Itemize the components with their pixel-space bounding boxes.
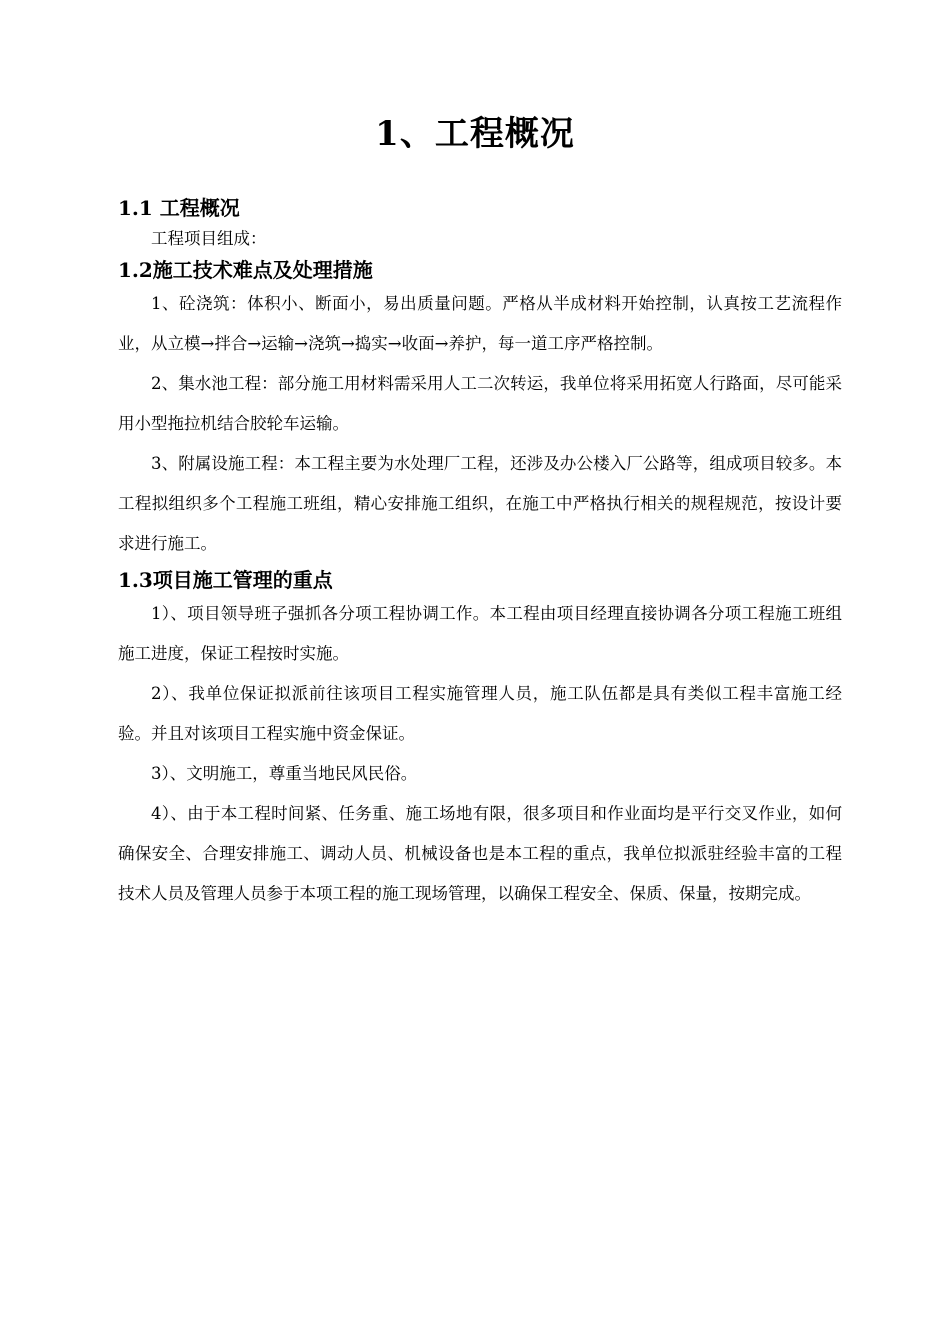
paragraph-management-point-2: 2）、我单位保证拟派前往该项目工程实施管理人员，施工队伍都是具有类似工程丰富施工经验。并且对该项目工程实施中资金保证。 (118, 684, 842, 743)
section-heading-1-1: 1.1 工程概况 (118, 196, 240, 220)
paragraph-concrete-pouring: 1、砼浇筑：体积小、断面小，易出质量问题。严格从半成材料开始控制，认真按工艺流程作业，从立模→拌合→运输→浇筑→捣实→收面→养护，每一道工序严格控制。 (118, 294, 842, 353)
paragraph-management-point-3: 3）、文明施工，尊重当地民风民俗。 (151, 764, 418, 783)
paragraph-management-point-1: 1）、项目领导班子强抓各分项工程协调工作。本工程由项目经理直接协调各分项工程施工班组施工进度，保证工程按时实施。 (118, 604, 842, 663)
document-body (118, 194, 842, 914)
paragraph-sump-works: 2、集水池工程：部分施工用材料需采用人工二次转运，我单位将采用拓宽人行路面，尽可能采用小型拖拉机结合胶轮车运输。 (118, 374, 842, 433)
page-title: 1、工程概况 (375, 114, 575, 154)
paragraph-project-composition: 工程项目组成： (151, 229, 267, 248)
section-heading-1-3: 1.3项目施工管理的重点 (118, 568, 333, 592)
paragraph-management-point-4: 4）、由于本工程时间紧、任务重、施工场地有限，很多项目和作业面均是平行交叉作业，如何确保安全、合理安排施工、调动人员、机械设备也是本工程的重点，我单位拟派驻经验丰富的工程技术人员及管理人员参于本项工程的施工现场管理，以确保工程安全、保质、保量，按期完成。 (118, 804, 842, 903)
section-heading-1-2: 1.2施工技术难点及处理措施 (118, 258, 373, 282)
paragraph-ancillary-works: 3、附属设施工程：本工程主要为水处理厂工程，还涉及办公楼入厂公路等，组成项目较多。本工程拟组织多个工程施工班组，精心安排施工组织，在施工中严格执行相关的规程规范，按设计要求进行施工。 (118, 454, 842, 553)
